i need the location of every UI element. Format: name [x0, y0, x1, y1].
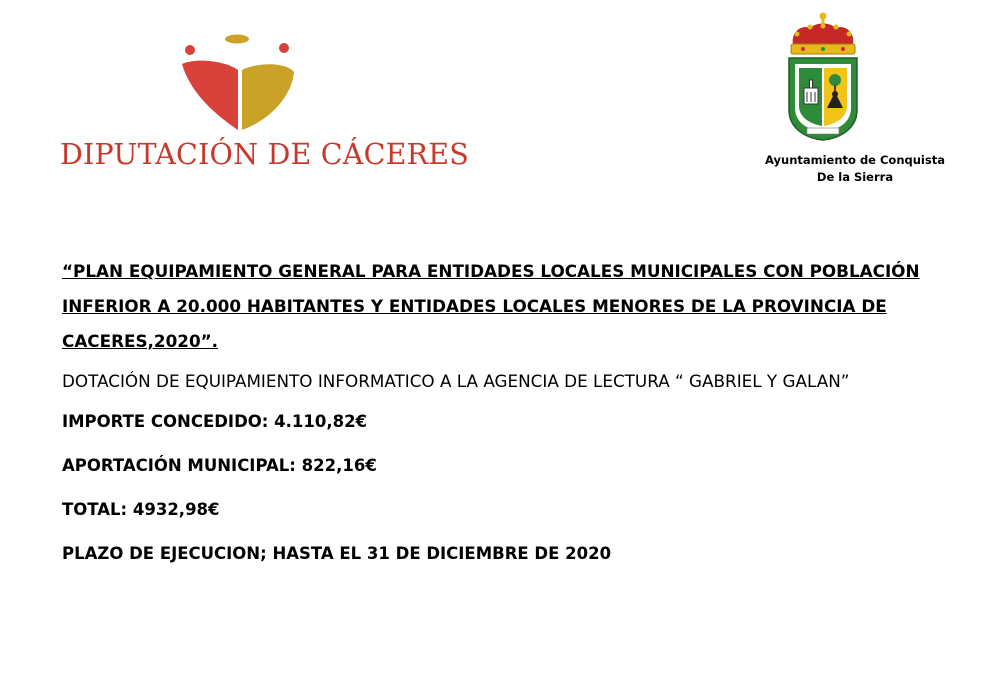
- brand-name: DIPUTACIÓN DE CÁCERES: [60, 138, 469, 171]
- document-title: “PLAN EQUIPAMIENTO GENERAL PARA ENTIDADES LOCALES MUNICIPALES CON POBLACIÓN INFERIOR A 20.000 HABITANTES Y ENTIDADES LOCALES MENORES DE LA PROVINCIA DE CACERES,2020”.: [62, 261, 920, 351]
- importe-concedido: IMPORTE CONCEDIDO: 4.110,82€: [62, 412, 368, 431]
- diputacion-logo: [60, 28, 469, 178]
- caption-line-2: De la Sierra: [816, 170, 894, 184]
- document-body: [62, 254, 962, 564]
- total-amount: TOTAL: 4932,98€: [62, 500, 220, 519]
- plazo-ejecucion: PLAZO DE EJECUCION; HASTA EL 31 DE DICIEMBRE DE 2020: [62, 544, 612, 563]
- caption-line-1: Ayuntamiento de Conquista: [765, 153, 945, 167]
- ayuntamiento-logo: [755, 10, 955, 195]
- aportacion-municipal: APORTACIÓN MUNICIPAL: 822,16€: [62, 456, 377, 475]
- document-description: DOTACIÓN DE EQUIPAMIENTO INFORMATICO A LA AGENCIA DE LECTURA “ GABRIEL Y GALAN”: [62, 371, 850, 391]
- diputacion-caceres-emblem-icon: [180, 34, 300, 134]
- municipal-coat-of-arms-icon: [783, 10, 863, 145]
- ayuntamiento-caption: [755, 152, 955, 186]
